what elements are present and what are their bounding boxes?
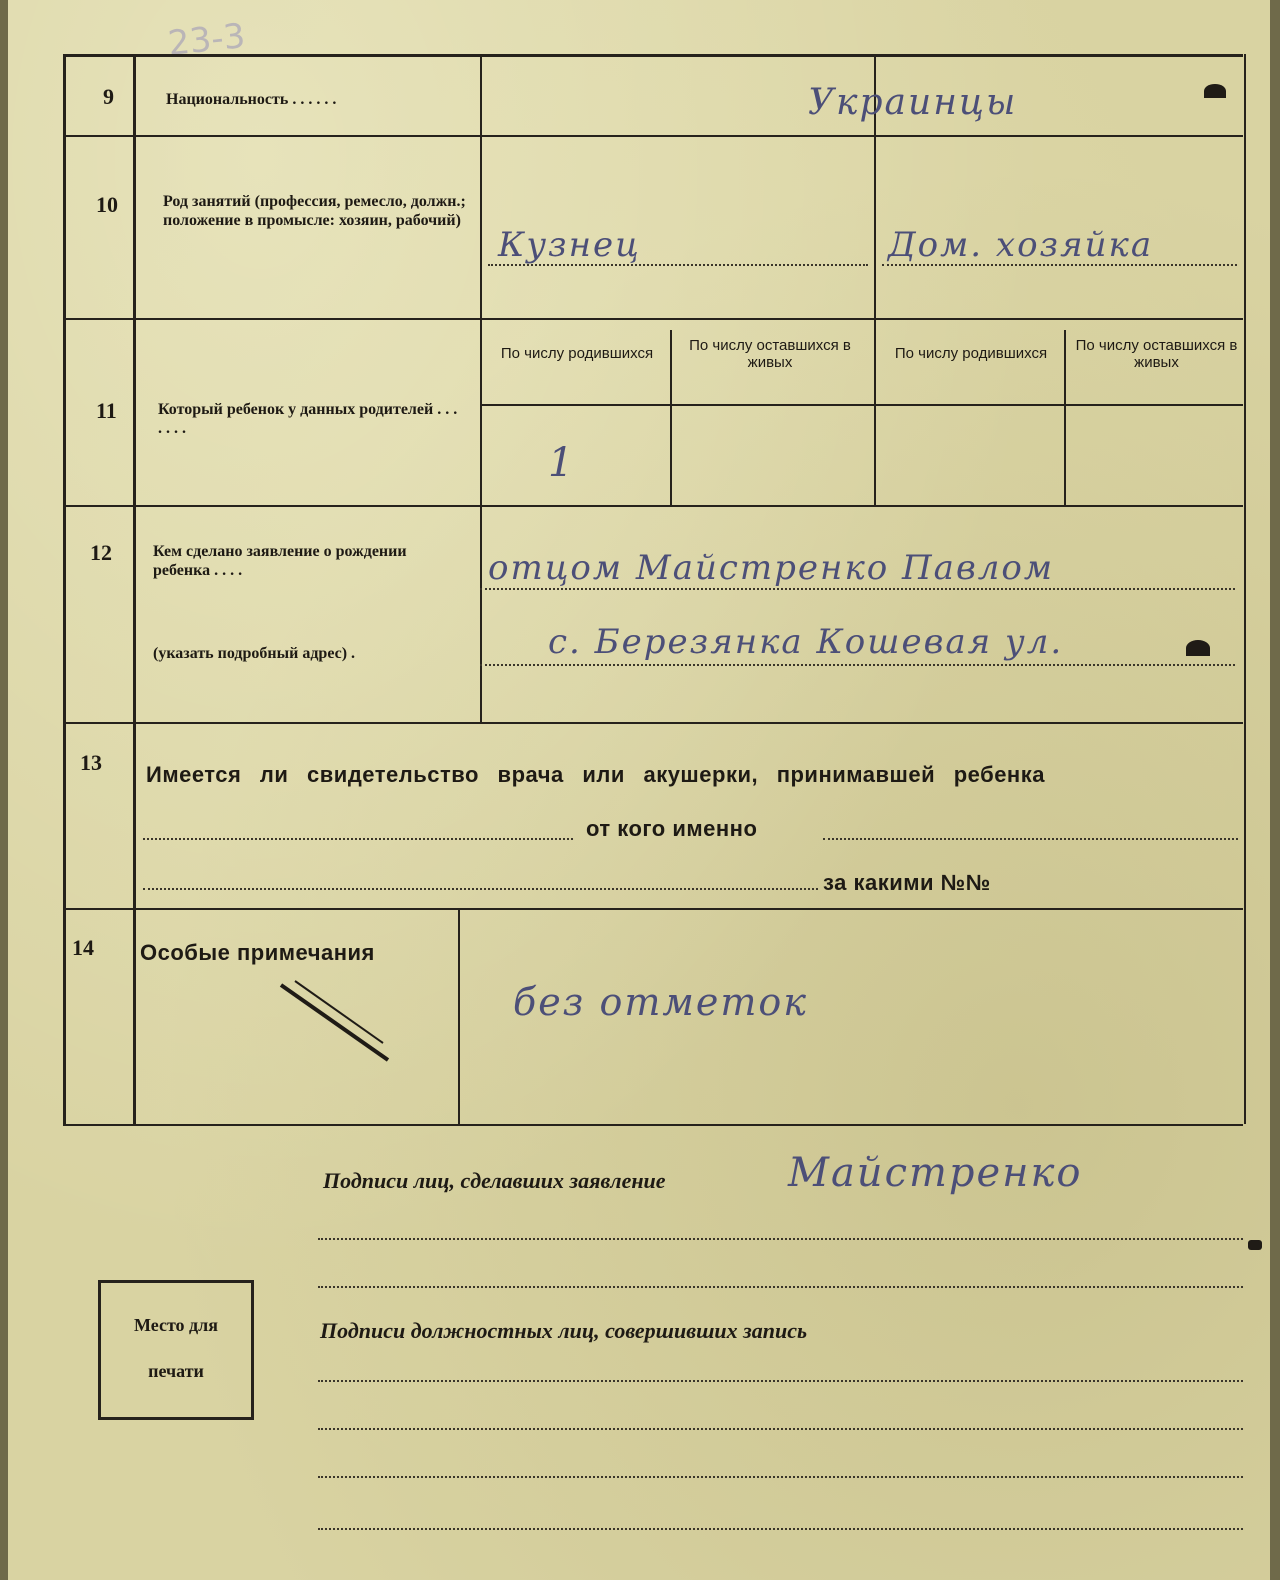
from-whom-line [823,838,1238,840]
table-top-border [63,54,1243,57]
col-header-born-mother: По числу родившихся [894,345,1048,362]
numbers-label: за какими №№ [823,870,991,895]
row-number: 9 [103,84,114,109]
occupation-father-line [488,264,868,266]
occupation-mother-line [882,264,1237,266]
applicant-signature: Майстренко [788,1150,1083,1196]
label-column-divider [480,54,482,722]
col-header-alive-father: По числу оставшихся в живых [689,337,851,371]
row-divider-12 [63,722,1243,724]
certificate-line-1 [143,838,573,840]
table-left-border [63,54,66,1124]
stamp-label-line1: Место для [134,1315,218,1335]
row-divider-11 [63,505,1243,507]
declarant-line [480,588,1235,590]
signature-line-6 [318,1528,1243,1530]
certificate-question: Имеется ли свидетельство врача или акушерки, принимавшей ребенка [146,762,1045,787]
binding-hole-icon [1186,640,1210,656]
row-divider-10 [63,318,1243,320]
address-label: (указать подробный адрес) . [153,645,356,662]
row-number: 14 [72,935,94,960]
declarant-value: отцом Майстренко Павлом [488,548,1055,588]
occupation-label: Род занятий (профессия, ремесло, должн.; положение в промысле: хозяин, рабочий) [163,193,466,229]
occupation-father-value: Кузнец [498,225,641,265]
row-divider-9 [63,135,1243,137]
child-order-value: 1 [548,440,576,486]
signature-line-5 [318,1476,1243,1478]
row14-column-divider [458,908,460,1124]
document-page [8,0,1270,1580]
signature-line-1 [318,1238,1243,1240]
declarant-label: Кем сделано заявление о рождении ребенка . . . . [153,543,407,579]
archive-mark: 23-3 [166,16,248,64]
row-number: 11 [96,398,117,423]
special-notes-value: без отметок [513,980,808,1024]
row-divider-14 [63,1124,1243,1126]
row-number: 13 [80,750,102,775]
stamp-box [98,1280,254,1420]
col-header-alive-mother: По числу оставшихся в живых [1075,337,1238,371]
signature-line-4 [318,1428,1243,1430]
row11-subcol-1 [670,330,672,505]
certificate-line-2 [143,888,818,890]
child-order-label: Который ребенок у данных родителей . . . . . . . [158,401,458,437]
binding-hole-icon [1204,84,1226,98]
from-whom-label: от кого именно [586,816,758,841]
signature-line-2 [318,1286,1243,1288]
official-signatures-label: Подписи должностных лиц, совершивших запись [320,1318,808,1343]
applicant-signatures-label: Подписи лиц, сделавших заявление [323,1168,666,1193]
col-header-born-father: По числу родившихся [500,345,654,362]
number-column-divider [133,54,136,1124]
signature-line-3 [318,1380,1243,1382]
row11-header-divider [480,404,1243,406]
nationality-value: Украинцы [808,82,1018,123]
table-right-border [1244,54,1246,1124]
row11-subcol-2 [1064,330,1066,505]
row-number: 10 [96,192,118,217]
address-line [480,664,1235,666]
strike-through-mark [273,975,403,1075]
special-notes-label: Особые примечания [140,940,375,965]
occupation-mother-value: Дом. хозяйка [888,225,1154,265]
address-value: с. Березянка Кошевая ул. [548,622,1064,662]
row-divider-13 [63,908,1243,910]
binding-hole-icon [1248,1240,1262,1250]
nationality-label: Национальность . . . . . . [166,91,337,108]
row-number: 12 [90,540,112,565]
stamp-label-line2: печати [148,1361,204,1381]
